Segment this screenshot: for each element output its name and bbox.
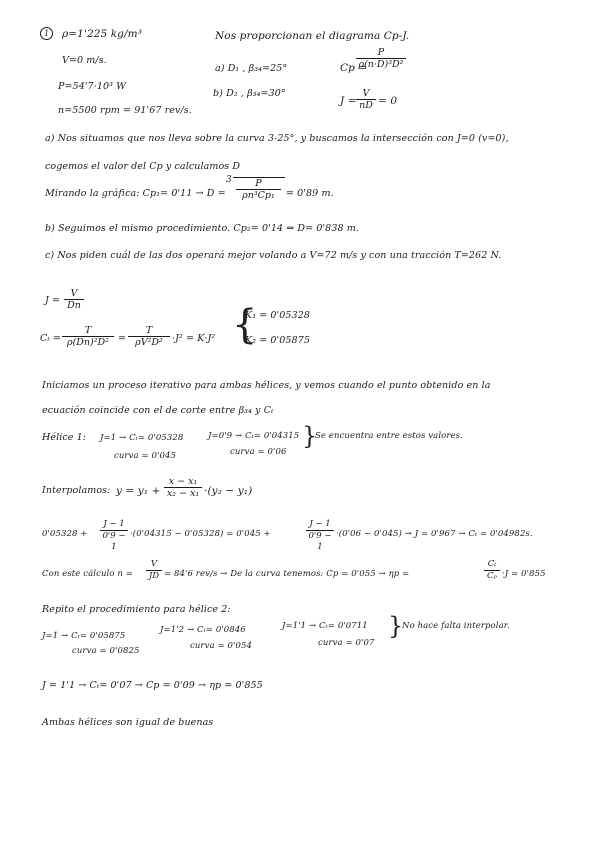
jdef-denominator: Dn xyxy=(67,300,81,311)
rpm-value: n=5500 rpm = 91'67 rev/s. xyxy=(58,105,192,116)
j-numerator: V xyxy=(356,88,376,100)
ct-label: Cₜ = xyxy=(40,333,61,344)
jdef-numerator: V xyxy=(64,288,84,300)
interp-fraction xyxy=(164,476,202,499)
helice2-c: J=1'1 → Cₜ= 0'0711 xyxy=(282,621,368,631)
iteration-line2: ecuación coincide con el de corte entre β₃₄ y Cₜ xyxy=(42,405,274,416)
part-b-line1: b) Seguimos el mismo procedimiento. Cp₂= 0'14 ⇒ D= 0'838 m. xyxy=(45,223,359,234)
case-b: b) D₂ , β₃₄=30° xyxy=(213,88,286,99)
k-brace: { xyxy=(232,302,258,348)
eff1-denominator-2: Cₚ xyxy=(487,571,497,581)
ct-numerator-2: T xyxy=(128,325,170,337)
part-a-line3-right: = 0'89 m. xyxy=(286,188,334,199)
part-c-line1: c) Nos piden cuál de las dos operará mejor volando a V=72 m/s y con una tracción T=262 N. xyxy=(45,250,502,261)
eff1-numerator-2: Cₜ xyxy=(484,559,500,571)
calc-numerator-1: J − 1 xyxy=(100,519,128,531)
ct-fraction-2 xyxy=(128,325,170,348)
part-a-line3-left: Mirando la gráfica: Cp₁= 0'11 → D = xyxy=(45,188,226,199)
ct-equals: = xyxy=(118,333,127,344)
eff1-denominator: JD xyxy=(148,571,160,581)
eff1-fraction-2 xyxy=(484,559,500,582)
j-denominator: nD xyxy=(359,100,373,111)
root-fraction xyxy=(236,178,281,201)
interp-numerator: x − x₁ xyxy=(164,476,202,488)
cp-denominator: ρ(n·D)³D² xyxy=(358,59,404,70)
calc-right: ·(0'06 − 0'045) → J = 0'967 → Cₜ = 0'04982s. xyxy=(336,529,533,539)
cp-numerator: P xyxy=(356,47,406,59)
j-label: J = xyxy=(340,95,357,107)
eff1-right: ·J = 0'855 xyxy=(502,569,546,579)
repeat-procedure: Repito el procedimiento para hélice 2: xyxy=(42,604,231,615)
helice1-label: Hélice 1: xyxy=(42,432,87,443)
eff1-fraction xyxy=(146,559,162,582)
ct-denominator-2: ρV²D² xyxy=(135,337,163,348)
interpolate-label: Interpolamos: xyxy=(42,485,111,496)
final-line: J = 1'1 → Cₜ= 0'07 → Cp = 0'09 → ηp = 0'855 xyxy=(42,680,263,691)
helice2-b: J=1'2 → Cₜ= 0'0846 xyxy=(160,625,246,635)
cp-label: Cp = xyxy=(340,62,368,74)
helice1-brace: } xyxy=(302,422,318,450)
ct-rest: ·J² = K·J² xyxy=(172,333,216,344)
root-denominator: ρn³Cp₁ xyxy=(242,190,275,201)
calc-denominator-1: 0'9 − 1 xyxy=(102,531,126,552)
helice1-a: J=1 → Cₜ= 0'05328 xyxy=(100,433,184,443)
case-a: a) D₁ , β₃₄=25° xyxy=(215,63,288,74)
k2-value: K₂ = 0'05875 xyxy=(245,335,310,346)
helice2-brace: } xyxy=(388,612,404,640)
interp-denominator: x₂ − x₁ xyxy=(166,488,200,499)
helice2-a-curve: curva = 0'0825 xyxy=(72,646,140,656)
helice2-a: J=1 → Cₜ= 0'05875 xyxy=(42,631,126,641)
problem-number: 1 xyxy=(40,27,53,40)
part-a-line2: cogemos el valor del Cp y calculamos D xyxy=(45,161,241,172)
velocity-value: V=0 m/s. xyxy=(62,55,107,66)
root-numerator: P xyxy=(236,178,281,190)
calc-fraction-1 xyxy=(100,519,128,553)
cube-root-index: 3 xyxy=(226,175,232,185)
k1-value: K₁ = 0'05328 xyxy=(245,310,310,321)
j-definition: J = xyxy=(45,295,61,306)
ct-numerator-1: T xyxy=(62,325,114,337)
helice2-b-curve: curva = 0'054 xyxy=(190,641,252,651)
j-result: = 0 xyxy=(378,95,398,107)
ct-fraction-1 xyxy=(62,325,114,348)
part-a-line1: a) Nos situamos que nos lleva sobre la curva 3-25°, y buscamos la intersección con J=0 (v=0), xyxy=(45,133,509,144)
j-fraction xyxy=(356,88,376,111)
calc-left: 0'05328 + xyxy=(42,529,88,539)
helice2-note: No hace falta interpolar. xyxy=(402,621,510,631)
iteration-line1: Iniciamos un proceso iterativo para ambas hélices, y vemos cuando el punto obtenido en la xyxy=(42,380,491,391)
interp-eq-a: y = y₁ + xyxy=(116,485,161,497)
power-value: P=54'7·10³ W xyxy=(58,81,126,92)
helice1-b: J=0'9 → Cₜ= 0'04315 xyxy=(208,431,300,441)
helice2-c-curve: curva = 0'07 xyxy=(318,638,375,648)
conclusion: Ambas hélices son igual de buenas xyxy=(42,717,214,728)
eff1-mid: = 84'6 rev/s → De la curva tenemos: Cp = 0'055 → ηp = xyxy=(164,569,410,579)
calc-mid: ·(0'04315 − 0'05328) = 0'045 + xyxy=(130,529,271,539)
interp-eq-b: ·(y₂ − y₁) xyxy=(204,485,253,497)
helice1-note: Se encuentra entre estos valores. xyxy=(315,431,463,441)
density-value: ρ=1'225 kg/m³ xyxy=(62,28,143,40)
ct-denominator-1: ρ(Dn)²D² xyxy=(67,337,109,348)
calc-numerator-2: J − 1 xyxy=(306,519,334,531)
helice1-b-curve: curva = 0'06 xyxy=(230,447,287,457)
calc-denominator-2: 0'9 − 1 xyxy=(308,531,332,552)
cp-fraction xyxy=(356,47,406,70)
calc-fraction-2 xyxy=(306,519,334,553)
eff1-left: Con este cálculo n = xyxy=(42,569,133,579)
helice1-a-curve: curva = 0'045 xyxy=(114,451,176,461)
intro-text: Nos proporcionan el diagrama Cp-J. xyxy=(215,30,410,42)
jdef-fraction xyxy=(64,288,84,311)
eff1-numerator: V xyxy=(146,559,162,571)
